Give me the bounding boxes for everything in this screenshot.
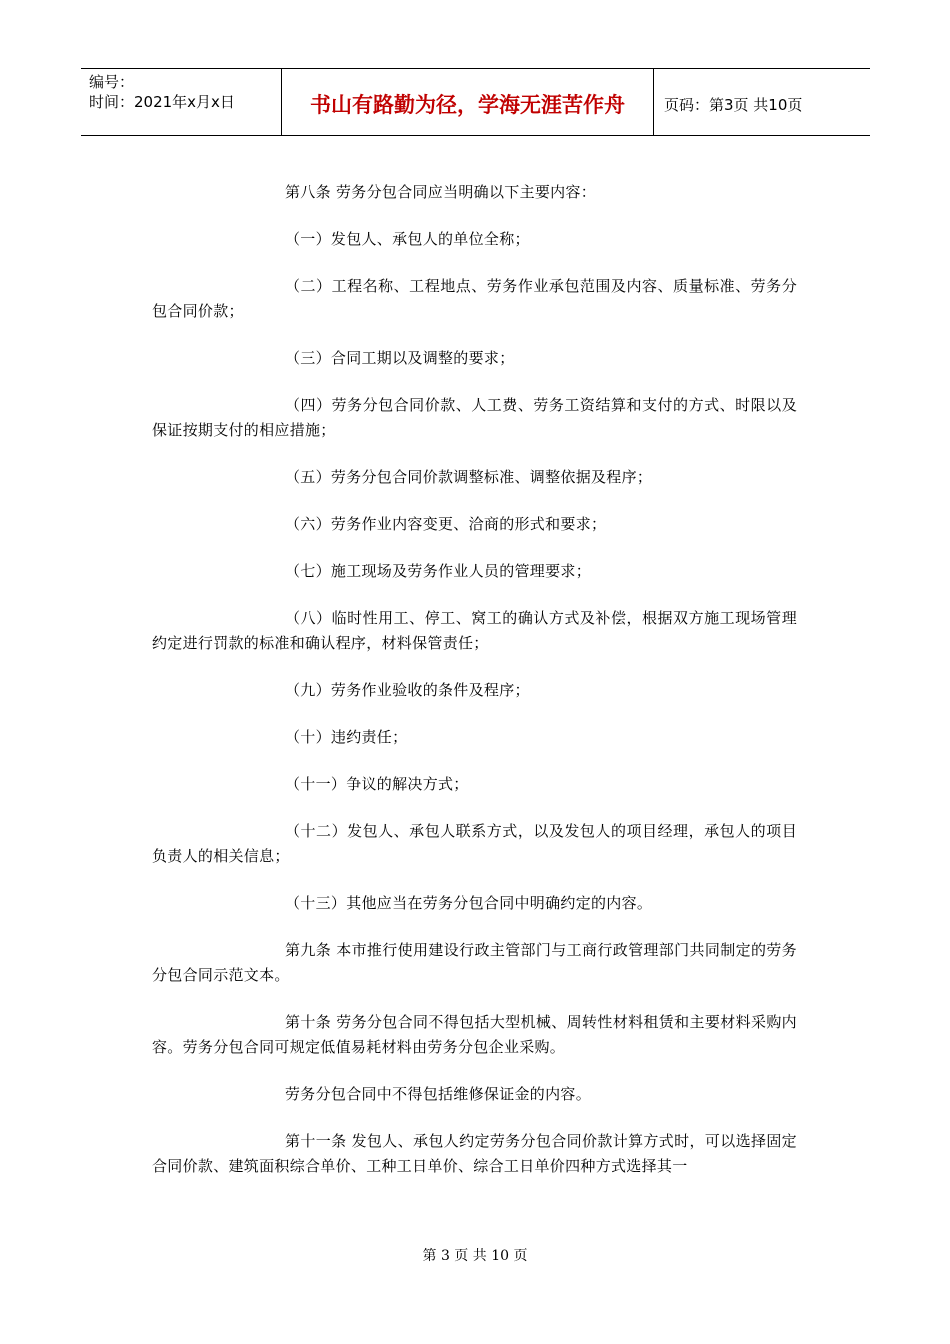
paragraph: （一）发包人、承包人的单位全称； [285,230,530,248]
page-header [81,68,870,136]
paragraph: （四）劳务分包合同价款、人工费、劳务工资结算和支付的方式、时限以及保证按期支付的相应措施； [152,396,797,439]
document-number-label: 编号： [89,73,135,91]
paragraph: （十一）争议的解决方式； [285,775,469,793]
document-body [152,180,797,1201]
paragraph: 第八条 劳务分包合同应当明确以下主要内容： [285,183,597,201]
header-meta [81,69,282,135]
paragraph: （六）劳务作业内容变更、洽商的形式和要求； [285,515,607,533]
paragraph: 第九条 本市推行使用建设行政主管部门与工商行政管理部门共同制定的劳务分包合同示范文本。 [152,941,797,984]
header-page-info: 页码：第3页 共10页 [664,95,803,114]
page-footer: 第 3 页 共 10 页 [422,1248,528,1264]
paragraph: （七）施工现场及劳务作业人员的管理要求； [285,562,592,580]
paragraph: （十二）发包人、承包人联系方式，以及发包人的项目经理，承包人的项目负责人的相关信息； [152,822,797,865]
paragraph: （三）合同工期以及调整的要求； [285,349,515,367]
paragraph: 第十一条 发包人、承包人约定劳务分包合同价款计算方式时，可以选择固定合同价款、建筑面积综合单价、工种工日单价、综合工日单价四种方式选择其一 [152,1132,797,1175]
paragraph: （十三）其他应当在劳务分包合同中明确约定的内容。 [285,894,653,912]
paragraph: 第十条 劳务分包合同不得包括大型机械、周转性材料租赁和主要材料采购内容。劳务分包合同可规定低值易耗材料由劳务分包企业采购。 [152,1013,797,1056]
paragraph: （八）临时性用工、停工、窝工的确认方式及补偿，根据双方施工现场管理约定进行罚款的标准和确认程序，材料保管责任； [152,609,797,652]
document-date-label: 时间：2021年x月x日 [89,93,235,111]
paragraph: （二）工程名称、工程地点、劳务作业承包范围及内容、质量标准、劳务分包合同价款； [152,277,797,320]
paragraph: （九）劳务作业验收的条件及程序； [285,681,530,699]
paragraph: （五）劳务分包合同价款调整标准、调整依据及程序； [285,468,653,486]
paragraph: 劳务分包合同中不得包括维修保证金的内容。 [285,1085,592,1103]
header-motto: 书山有路勤为径，学海无涯苦作舟 [282,69,654,135]
paragraph: （十）违约责任； [285,728,408,746]
